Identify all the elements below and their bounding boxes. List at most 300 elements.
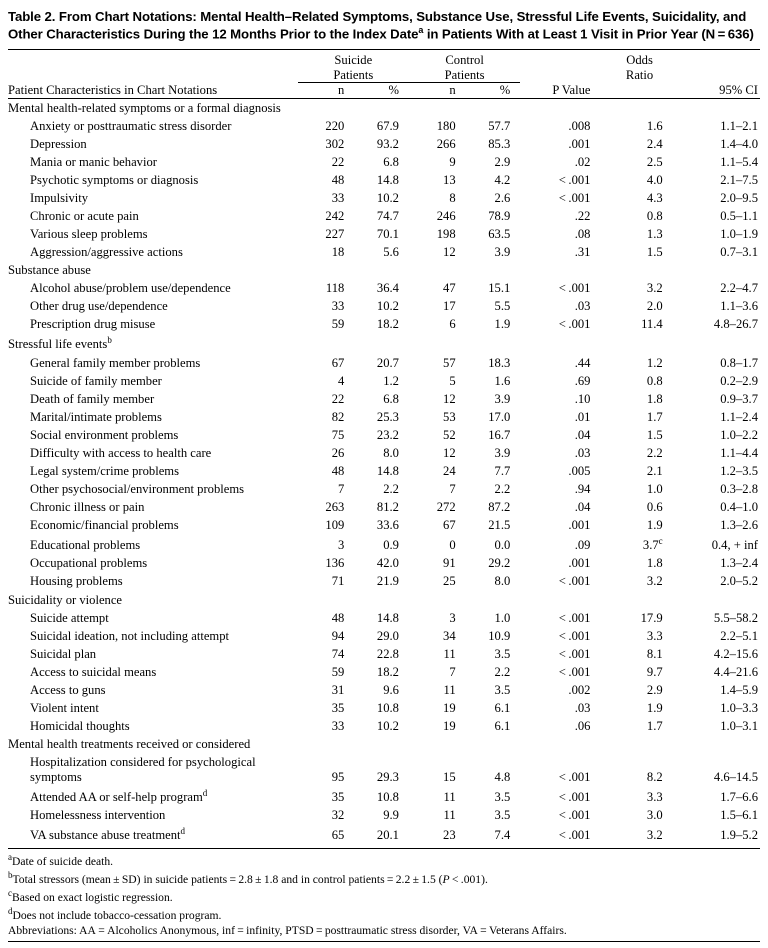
cell-ci bbox=[677, 735, 760, 753]
row-label: Hospitalization considered for psychological symptoms bbox=[30, 754, 256, 784]
cell-ci: 0.5–1.1 bbox=[720, 209, 758, 224]
table-title-footnote-marker: a bbox=[418, 25, 424, 36]
cell-pct-suicide bbox=[348, 99, 409, 118]
row-label: Occupational problems bbox=[30, 556, 148, 571]
cell-pct-control: 3.5 bbox=[494, 646, 511, 661]
cell-odds-ratio bbox=[602, 735, 676, 753]
cell-odds-ratio: 2.5 bbox=[646, 155, 663, 170]
row-label: Legal system/crime problems bbox=[30, 464, 179, 478]
cell-ci: 1.5–6.1 bbox=[720, 808, 758, 823]
cell-ci bbox=[677, 334, 760, 354]
cell-ci: 1.1–2.4 bbox=[720, 409, 758, 424]
header-group-suicide-line2: Patients bbox=[298, 68, 409, 83]
row-label: Attended AA or self-help program$^d$ bbox=[30, 787, 208, 805]
row-section-label: Substance abuse bbox=[8, 263, 91, 278]
cell-pct-control: 7.7 bbox=[494, 464, 511, 478]
cell-p-value bbox=[520, 591, 602, 609]
cell-p-value bbox=[520, 735, 602, 753]
table-row bbox=[8, 226, 760, 244]
cell-odds-ratio: 1.7 bbox=[646, 718, 663, 733]
cell-p-value: .09 bbox=[574, 538, 591, 553]
cell-pct-suicide: 33.6 bbox=[376, 518, 399, 533]
cell-pct-suicide: 74.7 bbox=[376, 209, 399, 224]
table-row bbox=[8, 135, 760, 153]
cell-ci: 0.3–2.8 bbox=[720, 482, 758, 497]
table-row bbox=[8, 462, 760, 480]
cell-p-value: .001 bbox=[568, 136, 591, 151]
cell-n-control: 23 bbox=[443, 828, 456, 843]
footnote-b-italic: P bbox=[442, 872, 450, 886]
cell-p-value: .22 bbox=[574, 209, 591, 224]
row-label: Chronic or acute pain bbox=[30, 209, 139, 224]
cell-pct-control: 78.9 bbox=[488, 209, 511, 224]
cell-n-suicide: 59 bbox=[331, 317, 345, 332]
cell-n-control: 12 bbox=[443, 245, 456, 260]
cell-odds-ratio: 1.5 bbox=[646, 427, 663, 442]
row-label-footnote-marker: b bbox=[107, 335, 112, 346]
cell-n-control: 0 bbox=[449, 538, 456, 553]
cell-n-control: 8 bbox=[449, 191, 456, 206]
table-row bbox=[8, 825, 760, 845]
cell-pct-suicide: 10.8 bbox=[376, 790, 399, 805]
table-row bbox=[8, 717, 760, 735]
cell-odds-ratio: 3.3 bbox=[646, 790, 663, 805]
cell-odds-ratio bbox=[602, 591, 676, 609]
cell-pct-control: 85.3 bbox=[488, 136, 511, 151]
cell-ci: 0.7–3.1 bbox=[720, 245, 758, 260]
table-row bbox=[8, 99, 760, 118]
row-label: Aggression/aggressive actions bbox=[30, 245, 183, 260]
cell-p-value: .10 bbox=[574, 391, 591, 406]
cell-n-control: 53 bbox=[443, 409, 456, 424]
table-row bbox=[8, 390, 760, 408]
cell-odds-ratio: 3.2 bbox=[646, 281, 663, 296]
cell-ci: 0.8–1.7 bbox=[720, 355, 758, 370]
row-label: Prescription drug misuse bbox=[30, 317, 156, 332]
header-column-row bbox=[8, 83, 760, 99]
cell-pct-control: 1.6 bbox=[494, 373, 511, 388]
cell-n-suicide: 4 bbox=[338, 373, 345, 388]
cell-pct-control: 17.0 bbox=[488, 409, 511, 424]
cell-n-suicide: 3 bbox=[338, 538, 345, 553]
cell-pct-control bbox=[460, 99, 521, 118]
table-row bbox=[8, 244, 760, 262]
table-row bbox=[8, 408, 760, 426]
cell-pct-control: 29.2 bbox=[488, 556, 511, 571]
cell-pct-control: 4.8 bbox=[494, 769, 511, 784]
cell-n-suicide: 7 bbox=[338, 482, 345, 497]
table-title bbox=[8, 8, 760, 43]
cell-n-control: 11 bbox=[443, 682, 456, 697]
data-table bbox=[8, 49, 760, 845]
cell-n-suicide bbox=[298, 591, 349, 609]
cell-n-suicide: 32 bbox=[331, 808, 345, 823]
row-label: Difficulty with access to health care bbox=[30, 445, 212, 460]
cell-ci: 0.2–2.9 bbox=[720, 373, 758, 388]
cell-pct-control: 63.5 bbox=[488, 227, 511, 242]
cell-p-value: .08 bbox=[574, 227, 591, 242]
footnote-c-text: Based on exact logistic regression. bbox=[12, 890, 173, 904]
cell-p-value: .69 bbox=[574, 373, 591, 388]
cell-p-value: .04 bbox=[574, 427, 591, 442]
cell-p-value: < .001 bbox=[558, 191, 591, 206]
cell-p-value: < .001 bbox=[558, 281, 591, 296]
cell-p-value: .03 bbox=[574, 445, 591, 460]
cell-pct-suicide bbox=[348, 334, 409, 354]
cell-n-suicide: 35 bbox=[331, 790, 345, 805]
cell-ci: 1.7–6.6 bbox=[720, 790, 758, 805]
table-row bbox=[8, 190, 760, 208]
cell-pct-suicide: 9.6 bbox=[383, 682, 399, 697]
cell-ci: 1.0–2.2 bbox=[720, 427, 758, 442]
cell-pct-suicide: 6.8 bbox=[383, 391, 399, 406]
cell-n-suicide: 18 bbox=[331, 245, 345, 260]
cell-p-value: .04 bbox=[574, 500, 591, 515]
header-group-control-line1: Control bbox=[409, 49, 520, 67]
header-blank-2 bbox=[520, 49, 602, 67]
table-row bbox=[8, 806, 760, 824]
cell-pct-control: 57.7 bbox=[488, 118, 511, 133]
cell-n-suicide: 242 bbox=[325, 209, 345, 224]
cell-n-control: 17 bbox=[443, 299, 456, 314]
cell-odds-ratio: 3.2 bbox=[646, 574, 663, 589]
cell-n-control: 19 bbox=[443, 700, 456, 715]
cell-n-control: 15 bbox=[443, 769, 456, 784]
cell-ci: 1.2–3.5 bbox=[720, 464, 758, 478]
cell-odds-ratio: 1.8 bbox=[646, 556, 663, 571]
footnote-d bbox=[8, 906, 760, 923]
cell-odds-ratio: 8.1 bbox=[646, 646, 663, 661]
cell-p-value: .44 bbox=[574, 355, 591, 370]
cell-p-value: .002 bbox=[568, 682, 591, 697]
cell-pct-control: 7.4 bbox=[494, 828, 511, 843]
cell-pct-control: 1.0 bbox=[494, 610, 511, 625]
cell-n-suicide: 95 bbox=[331, 769, 345, 784]
row-label: Economic/financial problems bbox=[30, 518, 179, 533]
cell-p-value: .03 bbox=[574, 700, 591, 715]
cell-p-value bbox=[520, 99, 602, 118]
cell-n-suicide bbox=[298, 262, 349, 280]
table-row bbox=[8, 591, 760, 609]
cell-pct-suicide: 93.2 bbox=[376, 136, 399, 151]
cell-pct-control: 16.7 bbox=[488, 427, 511, 442]
cell-n-suicide: 82 bbox=[331, 409, 345, 424]
table-row bbox=[8, 262, 760, 280]
cell-pct-control: 6.1 bbox=[494, 718, 511, 733]
cell-ci: 2.2–4.7 bbox=[720, 281, 758, 296]
cell-p-value bbox=[520, 262, 602, 280]
row-label: Anxiety or posttraumatic stress disorder bbox=[30, 118, 232, 133]
cell-n-suicide: 74 bbox=[331, 646, 345, 661]
cell-p-value: < .001 bbox=[558, 173, 591, 188]
footnote-b-text-pre: Total stressors (mean ± SD) in suicide patients = 2.8 ± 1.8 and in control patients = 2.2 ± 1.5 ( bbox=[12, 872, 443, 886]
cell-pct-suicide: 25.3 bbox=[376, 409, 399, 424]
cell-pct-suicide: 14.8 bbox=[376, 173, 399, 188]
cell-pct-suicide: 36.4 bbox=[376, 281, 399, 296]
cell-n-suicide: 136 bbox=[325, 556, 345, 571]
cell-ci: 0.9–3.7 bbox=[720, 391, 758, 406]
cell-pct-control: 3.9 bbox=[494, 391, 511, 406]
cell-n-control: 3 bbox=[449, 610, 456, 625]
cell-n-suicide: 109 bbox=[325, 518, 345, 533]
cell-n-control: 11 bbox=[443, 790, 456, 805]
cell-odds-ratio: 2.9 bbox=[646, 682, 663, 697]
cell-n-control: 91 bbox=[443, 556, 456, 571]
cell-pct-suicide: 81.2 bbox=[376, 500, 399, 515]
table-row bbox=[8, 117, 760, 135]
cell-odds-ratio bbox=[602, 99, 676, 118]
cell-pct-suicide: 10.8 bbox=[376, 700, 399, 715]
cell-odds-ratio: 4.0 bbox=[646, 173, 663, 188]
row-label: Various sleep problems bbox=[30, 227, 148, 242]
cell-ci: 1.0–3.3 bbox=[720, 700, 758, 715]
cell-pct-control: 3.5 bbox=[494, 682, 511, 697]
cell-n-control: 52 bbox=[443, 427, 456, 442]
row-label: Educational problems bbox=[30, 538, 141, 553]
footnote-a-text: Date of suicide death. bbox=[12, 854, 114, 868]
cell-n-suicide: 75 bbox=[331, 427, 345, 442]
cell-odds-ratio: 1.6 bbox=[646, 118, 663, 133]
header-pct-control: % bbox=[460, 83, 521, 99]
row-label: Chronic illness or pain bbox=[30, 500, 145, 515]
cell-n-suicide: 59 bbox=[331, 664, 345, 679]
cell-pct-suicide: 5.6 bbox=[383, 245, 399, 260]
cell-odds-ratio: 8.2 bbox=[646, 769, 663, 784]
header-group-row-2 bbox=[8, 68, 760, 83]
bottom-rule bbox=[8, 941, 760, 942]
cell-n-suicide: 94 bbox=[331, 628, 345, 643]
cell-p-value: < .001 bbox=[558, 808, 591, 823]
footnote-d-marker: d bbox=[8, 905, 13, 916]
cell-odds-ratio: 4.3 bbox=[646, 191, 663, 206]
table-title-main: Table 2. From Chart Notations: Mental Health–Related Symptoms, Substance Use, Stressful Life Events, Suicidality, and Other Characteristics During the 12 Months Prior to the Index Date bbox=[8, 9, 747, 42]
cell-n-control: 34 bbox=[443, 628, 456, 643]
cell-n-control: 7 bbox=[449, 482, 456, 497]
cell-odds-ratio: 2.2 bbox=[646, 445, 663, 460]
cell-n-control: 67 bbox=[443, 518, 456, 533]
cell-odds-ratio: 1.7 bbox=[646, 409, 663, 424]
header-blank-3 bbox=[677, 49, 760, 67]
cell-pct-control: 18.3 bbox=[488, 355, 511, 370]
cell-ci: 0.4–1.0 bbox=[720, 500, 758, 515]
table-row bbox=[8, 735, 760, 753]
cell-ci: 0.4, + inf bbox=[711, 538, 758, 553]
row-section-label: Mental health-related symptoms or a formal diagnosis bbox=[8, 100, 281, 115]
cell-n-suicide bbox=[298, 735, 349, 753]
cell-pct-suicide: 23.2 bbox=[376, 427, 399, 442]
cell-pct-suicide: 9.9 bbox=[383, 808, 399, 823]
cell-n-suicide: 33 bbox=[331, 191, 345, 206]
cell-odds-ratio: 1.9 bbox=[646, 518, 663, 533]
cell-n-control: 9 bbox=[449, 155, 456, 170]
cell-n-suicide bbox=[298, 99, 349, 118]
table-row bbox=[8, 444, 760, 462]
cell-n-control: 57 bbox=[443, 355, 456, 370]
row-label: Death of family member bbox=[30, 391, 155, 406]
cell-pct-control: 10.9 bbox=[488, 628, 511, 643]
table-row bbox=[8, 171, 760, 189]
cell-n-control: 272 bbox=[436, 500, 456, 515]
cell-odds-ratio: 2.0 bbox=[646, 299, 663, 314]
cell-odds-ratio: 3.2 bbox=[646, 828, 663, 843]
header-p-value: P Value bbox=[520, 83, 602, 99]
cell-pct-suicide: 10.2 bbox=[376, 718, 399, 733]
row-label: Psychotic symptoms or diagnosis bbox=[30, 173, 199, 188]
cell-n-suicide: 227 bbox=[325, 227, 345, 242]
cell-pct-control bbox=[460, 591, 521, 609]
footnotes bbox=[8, 848, 760, 939]
cell-ci: 1.4–5.9 bbox=[720, 682, 758, 697]
cell-n-suicide: 71 bbox=[331, 574, 345, 589]
footnote-d-text: Does not include tobacco-cessation program. bbox=[12, 908, 222, 922]
cell-n-control: 12 bbox=[443, 445, 456, 460]
cell-n-control: 47 bbox=[443, 281, 456, 296]
cell-pct-control: 1.9 bbox=[494, 317, 511, 332]
cell-ci bbox=[677, 99, 760, 118]
cell-p-value: < .001 bbox=[558, 646, 591, 661]
cell-p-value bbox=[520, 334, 602, 354]
cell-odds-ratio: 0.8 bbox=[646, 373, 663, 388]
row-label: Social environment problems bbox=[30, 427, 179, 442]
cell-ci: 1.1–4.4 bbox=[720, 445, 758, 460]
header-odds-ratio bbox=[602, 83, 676, 99]
cell-n-suicide: 263 bbox=[325, 500, 345, 515]
cell-pct-suicide: 42.0 bbox=[376, 556, 399, 571]
cell-ci: 4.8–26.7 bbox=[713, 317, 758, 332]
cell-p-value: .02 bbox=[574, 155, 591, 170]
cell-n-suicide: 26 bbox=[331, 445, 345, 460]
cell-n-control bbox=[409, 99, 460, 118]
cell-p-value: < .001 bbox=[558, 790, 591, 805]
table-row bbox=[8, 645, 760, 663]
cell-odds-ratio bbox=[602, 334, 676, 354]
row-label: Alcohol abuse/problem use/dependence bbox=[30, 281, 231, 296]
cell-n-suicide: 22 bbox=[331, 391, 345, 406]
cell-odds-ratio bbox=[602, 262, 676, 280]
cell-pct-suicide: 14.8 bbox=[376, 464, 399, 478]
cell-ci: 4.4–21.6 bbox=[713, 664, 758, 679]
row-label: General family member problems bbox=[30, 355, 201, 370]
cell-ci: 1.0–1.9 bbox=[720, 227, 758, 242]
cell-n-control: 198 bbox=[436, 227, 456, 242]
cell-n-suicide: 220 bbox=[325, 118, 345, 133]
cell-p-value: .005 bbox=[568, 464, 591, 478]
cell-n-control: 266 bbox=[436, 136, 456, 151]
cell-n-control: 24 bbox=[443, 464, 456, 478]
cell-odds-ratio: 1.8 bbox=[646, 391, 663, 406]
cell-n-control: 5 bbox=[449, 373, 456, 388]
cell-p-value: .03 bbox=[574, 299, 591, 314]
header-odds-line1: Odds bbox=[602, 49, 676, 67]
cell-n-suicide: 118 bbox=[325, 281, 345, 296]
cell-odds-ratio: 3.3 bbox=[646, 628, 663, 643]
cell-n-control: 11 bbox=[443, 646, 456, 661]
table-row bbox=[8, 627, 760, 645]
cell-odds-ratio: 0.6 bbox=[646, 500, 663, 515]
row-section-label: Stressful life events$^b$ bbox=[8, 335, 112, 352]
row-label: Suicidal ideation, not including attempt bbox=[30, 628, 230, 643]
header-odds-line2: Ratio bbox=[625, 68, 654, 83]
row-section-label: Suicidality or violence bbox=[8, 592, 123, 607]
cell-n-control: 19 bbox=[443, 718, 456, 733]
table-row bbox=[8, 426, 760, 444]
cell-p-value: < .001 bbox=[558, 317, 591, 332]
table-body bbox=[8, 99, 760, 845]
table-row bbox=[8, 699, 760, 717]
cell-n-control: 25 bbox=[443, 574, 456, 589]
cell-pct-suicide: 14.8 bbox=[376, 610, 399, 625]
table-row bbox=[8, 753, 760, 786]
cell-odds-ratio: 17.9 bbox=[640, 610, 663, 625]
footnote-abbreviations: Abbreviations: AA = Alcoholics Anonymous, inf = infinity, PTSD = posttraumatic stress disorder, VA = Veterans Affairs. bbox=[8, 924, 567, 938]
cell-pct-control: 5.5 bbox=[494, 299, 511, 314]
cell-odds-ratio: 1.9 bbox=[646, 700, 663, 715]
cell-pct-control: 3.9 bbox=[494, 445, 511, 460]
cell-odds-ratio: 1.2 bbox=[646, 355, 663, 370]
table-row bbox=[8, 280, 760, 298]
cell-pct-suicide: 1.2 bbox=[383, 373, 399, 388]
cell-pct-control: 2.2 bbox=[494, 482, 511, 497]
row-label: Access to guns bbox=[30, 682, 106, 697]
cell-p-value: < .001 bbox=[558, 664, 591, 679]
cell-pct-control: 6.1 bbox=[494, 700, 511, 715]
cell-pct-control: 8.0 bbox=[494, 574, 511, 589]
table-row bbox=[8, 316, 760, 334]
row-label: VA substance abuse treatment$^d$ bbox=[30, 826, 186, 843]
cell-ci: 4.6–14.5 bbox=[713, 769, 758, 784]
cell-n-control: 11 bbox=[443, 808, 456, 823]
cell-n-control: 6 bbox=[449, 317, 456, 332]
row-label: Other drug use/dependence bbox=[30, 299, 168, 314]
cell-pct-control: 2.9 bbox=[494, 155, 511, 170]
cell-pct-suicide: 67.9 bbox=[376, 118, 399, 133]
header-blank-5 bbox=[520, 68, 602, 83]
header-label-col: Patient Characteristics in Chart Notations bbox=[8, 83, 298, 99]
table-row bbox=[8, 372, 760, 390]
cell-n-control: 12 bbox=[443, 391, 456, 406]
header-n-control: n bbox=[409, 83, 460, 99]
cell-pct-control: 0.0 bbox=[494, 538, 511, 553]
header-group-control-line2: Patients bbox=[409, 68, 520, 83]
cell-odds-ratio: 1.5 bbox=[646, 245, 663, 260]
cell-ci: 2.2–5.1 bbox=[720, 628, 758, 643]
cell-pct-suicide: 20.1 bbox=[376, 828, 399, 843]
cell-pct-suicide: 29.3 bbox=[376, 769, 399, 784]
cell-pct-control: 2.2 bbox=[494, 664, 511, 679]
cell-odds-ratio: 2.1 bbox=[646, 464, 663, 478]
header-blank-1 bbox=[8, 49, 298, 67]
footnote-c-marker: c bbox=[8, 887, 12, 898]
cell-odds-ratio: 1.0 bbox=[646, 482, 663, 497]
cell-ci: 1.4–4.0 bbox=[720, 136, 758, 151]
table-row bbox=[8, 334, 760, 354]
row-label: Homelessness intervention bbox=[30, 808, 166, 823]
row-label: Access to suicidal means bbox=[30, 664, 157, 679]
row-label: Homicidal thoughts bbox=[30, 718, 130, 733]
table-row bbox=[8, 573, 760, 591]
cell-ci bbox=[677, 262, 760, 280]
cell-pct-suicide: 21.9 bbox=[376, 574, 399, 589]
footnote-a bbox=[8, 848, 760, 869]
cell-pct-control: 21.5 bbox=[488, 518, 511, 533]
cell-p-value: .001 bbox=[568, 556, 591, 571]
cell-pct-suicide: 10.2 bbox=[376, 191, 399, 206]
cell-odds-ratio: 2.4 bbox=[646, 136, 663, 151]
cell-pct-control: 3.5 bbox=[494, 790, 511, 805]
table-row bbox=[8, 535, 760, 555]
cell-n-control: 246 bbox=[436, 209, 456, 224]
cell-p-value: < .001 bbox=[558, 574, 591, 589]
